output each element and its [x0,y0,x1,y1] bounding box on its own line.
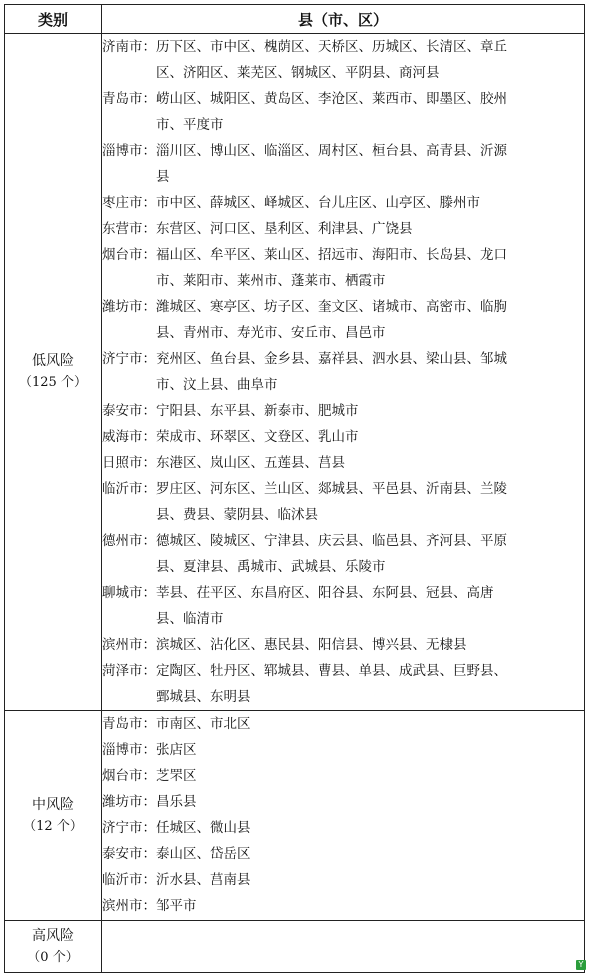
county-list: 市南区、市北区 [156,716,251,732]
county-list: 泰山区、岱岳区 [156,846,251,862]
county-list: 兖州区、鱼台县、金乡县、嘉祥县、泗水县、梁山县、邹城市、汶上县、曲阜市 [156,351,507,393]
county-list: 潍城区、寒亭区、坊子区、奎文区、诸城市、高密市、临朐县、青州市、寿光市、安丘市、昌邑市 [156,299,507,341]
city-name: 淄博市： [102,742,156,758]
risk-table [4,4,585,973]
category-label: 高风险 [32,927,74,944]
city-entry [102,893,584,919]
category-cell [5,711,102,921]
city-name: 潍坊市： [102,794,156,810]
watermark-icon: Y [576,960,586,970]
county-list: 定陶区、牡丹区、郓城县、曹县、单县、成武县、巨野县、鄄城县、东明县 [156,663,507,705]
city-name: 烟台市： [102,768,156,784]
city-entry [102,424,584,450]
city-entry [102,737,584,763]
city-entry [102,398,584,424]
header-category: 类别 [5,5,102,34]
city-name: 泰安市： [102,846,156,862]
category-count: （125 个） [19,375,87,390]
county-list: 邹平市 [156,898,197,914]
city-entry [102,476,584,528]
city-name: 菏泽市： [102,663,156,679]
county-list: 东港区、岚山区、五莲县、莒县 [156,455,345,471]
city-entry [102,34,584,86]
city-entry [102,658,584,710]
county-list: 罗庄区、河东区、兰山区、郯城县、平邑县、沂南县、兰陵县、费县、蒙阴县、临沭县 [156,481,507,523]
city-list [102,34,585,711]
category-label: 中风险 [32,796,74,813]
county-list: 荣成市、环翠区、文登区、乳山市 [156,429,359,445]
city-list-empty [102,921,585,973]
county-list: 淄川区、博山区、临淄区、周村区、桓台县、高青县、沂源县 [156,143,507,185]
city-name: 潍坊市： [102,299,156,315]
county-list: 福山区、牟平区、莱山区、招远市、海阳市、长岛县、龙口市、莱阳市、莱州市、蓬莱市、栖霞市 [156,247,507,289]
county-list: 任城区、微山县 [156,820,251,836]
city-entry [102,190,584,216]
county-list: 沂水县、莒南县 [156,872,251,888]
city-name: 枣庄市： [102,195,156,211]
city-name: 德州市： [102,533,156,549]
county-list: 芝罘区 [156,768,197,784]
category-count: （12 个） [23,818,83,834]
city-name: 东营市： [102,221,156,237]
city-name: 青岛市： [102,716,156,732]
county-list: 历下区、市中区、槐荫区、天桥区、历城区、长清区、章丘区、济阳区、莱芜区、钢城区、平阴县、商河县 [156,39,507,81]
city-name: 滨州市： [102,898,156,914]
category-count: （0 个） [27,949,79,965]
county-list: 东营区、河口区、垦利区、利津县、广饶县 [156,221,413,237]
city-name: 烟台市： [102,247,156,263]
category-cell [5,34,102,711]
county-list: 市中区、薛城区、峄城区、台儿庄区、山亭区、滕州市 [156,195,480,211]
category-cell [5,921,102,973]
city-name: 聊城市： [102,585,156,601]
county-list: 莘县、茌平区、东昌府区、阳谷县、东阿县、冠县、高唐县、临清市 [156,585,494,627]
county-list: 张店区 [156,742,197,758]
city-entry [102,242,584,294]
city-name: 泰安市： [102,403,156,419]
risk-row-low [5,34,585,711]
county-list: 宁阳县、东平县、新泰市、肥城市 [156,403,359,419]
city-entry [102,294,584,346]
county-list: 崂山区、城阳区、黄岛区、李沧区、莱西市、即墨区、胶州市、平度市 [156,91,507,133]
city-entry [102,632,584,658]
category-label: 低风险 [32,353,74,369]
city-entry [102,528,584,580]
city-name: 日照市： [102,455,156,471]
city-name: 临沂市： [102,872,156,888]
city-entry [102,763,584,789]
city-list [102,711,585,921]
header-counties: 县（市、区） [102,5,585,34]
county-list: 滨城区、沾化区、惠民县、阳信县、博兴县、无棣县 [156,637,467,653]
city-entry [102,867,584,893]
city-name: 济宁市： [102,820,156,836]
city-entry [102,138,584,190]
city-entry [102,841,584,867]
county-list: 昌乐县 [156,794,197,810]
city-entry [102,86,584,138]
city-name: 青岛市： [102,91,156,107]
city-entry [102,346,584,398]
city-entry [102,815,584,841]
city-name: 滨州市： [102,637,156,653]
county-list: 德城区、陵城区、宁津县、庆云县、临邑县、齐河县、平原县、夏津县、禹城市、武城县、乐陵市 [156,533,507,575]
header-row [5,5,585,34]
risk-row-medium [5,711,585,921]
city-name: 济南市： [102,39,156,55]
risk-row-high [5,921,585,973]
city-entry [102,450,584,476]
city-name: 济宁市： [102,351,156,367]
city-name: 临沂市： [102,481,156,497]
city-entry [102,711,584,737]
city-name: 威海市： [102,429,156,445]
city-entry [102,216,584,242]
city-entry [102,789,584,815]
city-name: 淄博市： [102,143,156,159]
city-entry [102,580,584,632]
